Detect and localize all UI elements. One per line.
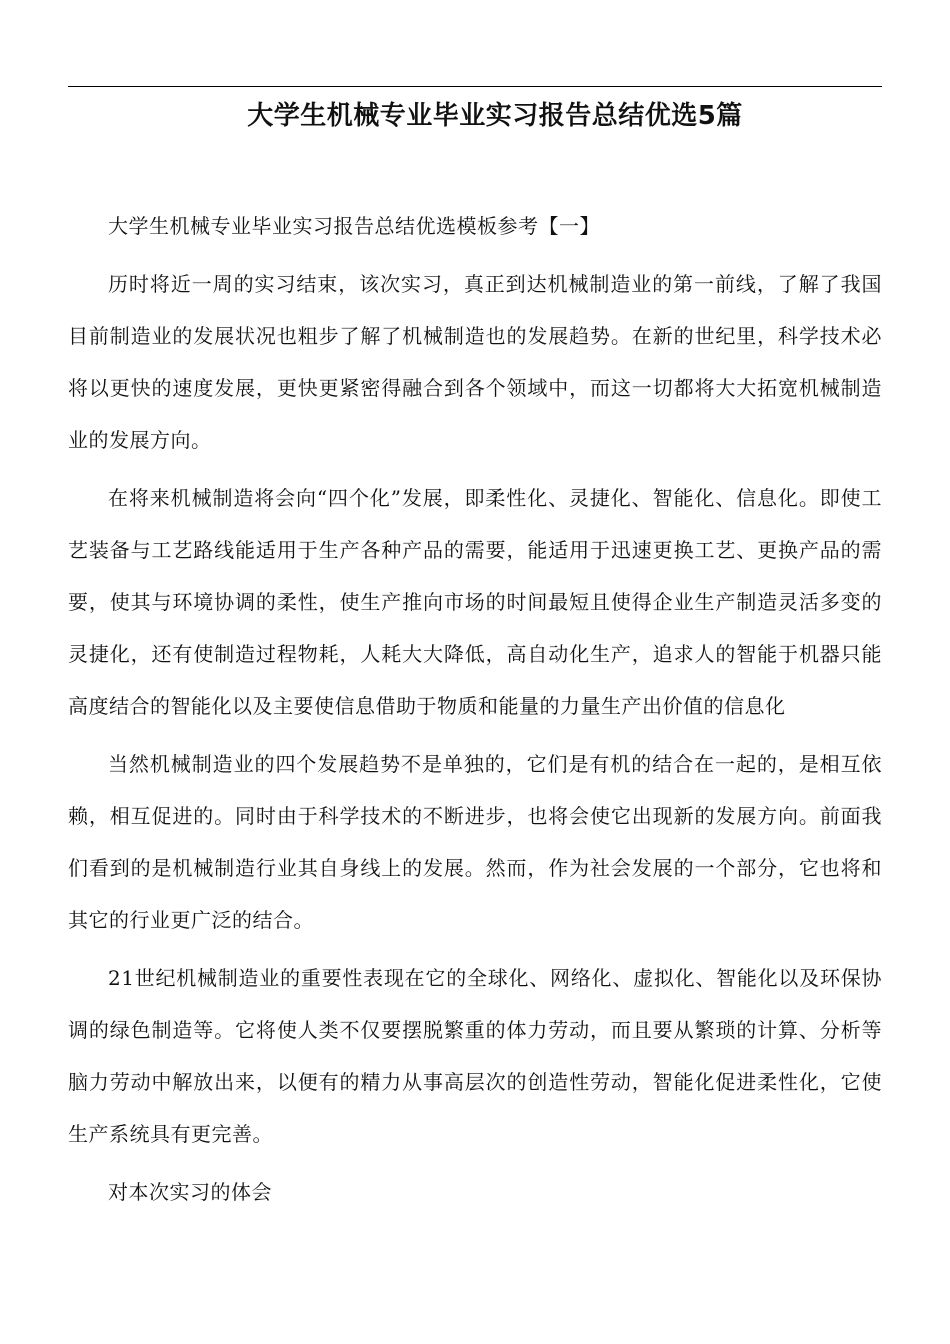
header-rule (68, 86, 882, 87)
body-paragraph: 历时将近一周的实习结束，该次实习，真正到达机械制造业的第一前线，了解了我国目前制造业的发展状况也粗步了解了机械制造也的发展趋势。在新的世纪里，科学技术必将以更快的速度发展，更快更紧密得融合到各个领域中，而这一切都将大大拓宽机械制造业的发展方向。 (68, 272, 882, 452)
document-title: 大学生机械专业毕业实习报告总结优选5篇 (247, 101, 743, 131)
body-paragraph: 在将来机械制造将会向“四个化”发展，即柔性化、灵捷化、智能化、信息化。即使工艺装备与工艺路线能适用于生产各种产品的需要，能适用于迅速更换工艺、更换产品的需要，使其与环境协调的柔性，使生产推向市场的时间最短且使得企业生产制造灵活多变的灵捷化，还有使制造过程物耗，人耗大大降低，高自动化生产，追求人的智能于机器只能高度结合的智能化以及主要使信息借助于物质和能量的力量生产出价值的信息化 (68, 486, 882, 718)
subsection-heading: 对本次实习的体会 (108, 1180, 272, 1204)
body-paragraph: 21世纪机械制造业的重要性表现在它的全球化、网络化、虚拟化、智能化以及环保协调的绿色制造等。它将使人类不仅要摆脱繁重的体力劳动，而且要从繁琐的计算、分析等脑力劳动中解放出来，以便有的精力从事高层次的创造性劳动，智能化促进柔性化，它使生产系统具有更完善。 (68, 966, 882, 1146)
document-body (68, 200, 882, 1224)
body-paragraph: 当然机械制造业的四个发展趋势不是单独的，它们是有机的结合在一起的，是相互依赖，相互促进的。同时由于科学技术的不断进步，也将会使它出现新的发展方向。前面我们看到的是机械制造行业其自身线上的发展。然而，作为社会发展的一个部分，它也将和其它的行业更广泛的结合。 (68, 752, 882, 932)
section-heading: 大学生机械专业毕业实习报告总结优选模板参考【一】 (108, 214, 600, 238)
